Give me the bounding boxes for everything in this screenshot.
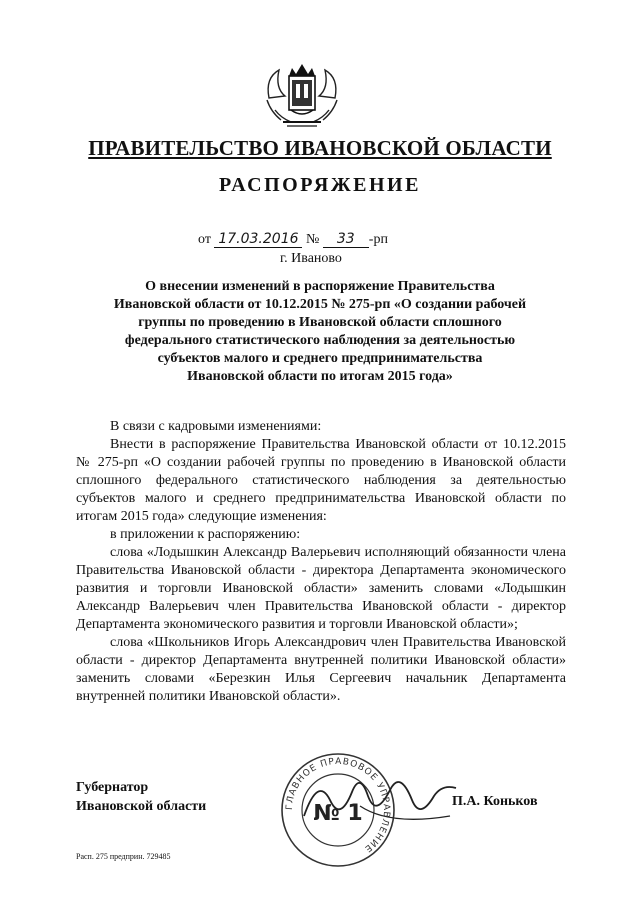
heading-line: О внесении изменений в распоряжение Правительства: [145, 279, 495, 294]
heading-line: группы по проведению в Ивановской области сплошного: [138, 315, 502, 330]
number-sign: №: [305, 232, 320, 247]
stamp-number: № 1: [313, 801, 363, 826]
document-heading: [90, 278, 550, 386]
heading-line: Ивановской области по итогам 2015 года»: [187, 369, 453, 384]
date-value: 17.03.2016: [214, 232, 302, 248]
body-paragraph: в приложении к распоряжению:: [110, 527, 301, 542]
date-number-line: [198, 232, 388, 248]
city: г. Иваново: [280, 251, 342, 266]
footnote: Расп. 275 предприн. 729485: [76, 852, 171, 861]
position-line: Ивановской области: [76, 799, 207, 814]
signatory-position: [76, 778, 206, 816]
body-paragraph: В связи с кадровыми изменениями:: [110, 419, 322, 434]
stamp-text: ГЛАВНОЕ ПРАВОВОЕ УПРАВЛЕНИЕ: [284, 756, 392, 854]
heading-line: субъектов малого и среднего предпринимательства: [157, 351, 483, 366]
body-paragraph: Внести в распоряжение Правительства Ивановской области от 10.12.2015 № 275-рп «О создании рабочей группы по проведению в Ивановской области сплошного федерального статистического наблюдения за деятельностью субъектов малого и среднего предпринимательства Ивановской области по итогам 2015 года» следующие изменения:: [76, 437, 566, 524]
date-prefix: от: [198, 232, 211, 247]
number-suffix: -рп: [368, 232, 388, 247]
document-type: РАСПОРЯЖЕНИЕ: [219, 174, 421, 196]
body-paragraph: слова «Лодышкин Александр Валерьевич исполняющий обязанности члена Правительства Ивановской области - директора Департамента экономического развития и торговли Ивановской области» заменить словами «Лодышкин Александр Валерьевич член Правительства Ивановской области - директор Департамента экономического развития и торговли Ивановской области»;: [76, 545, 566, 632]
heading-line: федерального статистического наблюдения за деятельностью: [124, 333, 516, 348]
government-title: ПРАВИТЕЛЬСТВО ИВАНОВСКОЙ ОБЛАСТИ: [88, 136, 552, 160]
body-paragraph: слова «Школьников Игорь Александрович член Правительства Ивановской области - директор Департамента внутренней политики Ивановской области» заменить словами «Березкин Илья Сергеевич начальник Департамента внутренней политики Ивановской области».: [76, 635, 566, 704]
heading-line: Ивановской области от 10.12.2015 № 275-рп «О создании рабочей: [113, 297, 527, 312]
coat-of-arms-icon: [261, 58, 343, 132]
signatory-name: П.А. Коньков: [452, 794, 538, 809]
document-body: [76, 418, 566, 706]
handwritten-signature: [300, 756, 460, 836]
position-line: Губернатор: [76, 780, 149, 795]
number-value: 33: [323, 232, 369, 248]
